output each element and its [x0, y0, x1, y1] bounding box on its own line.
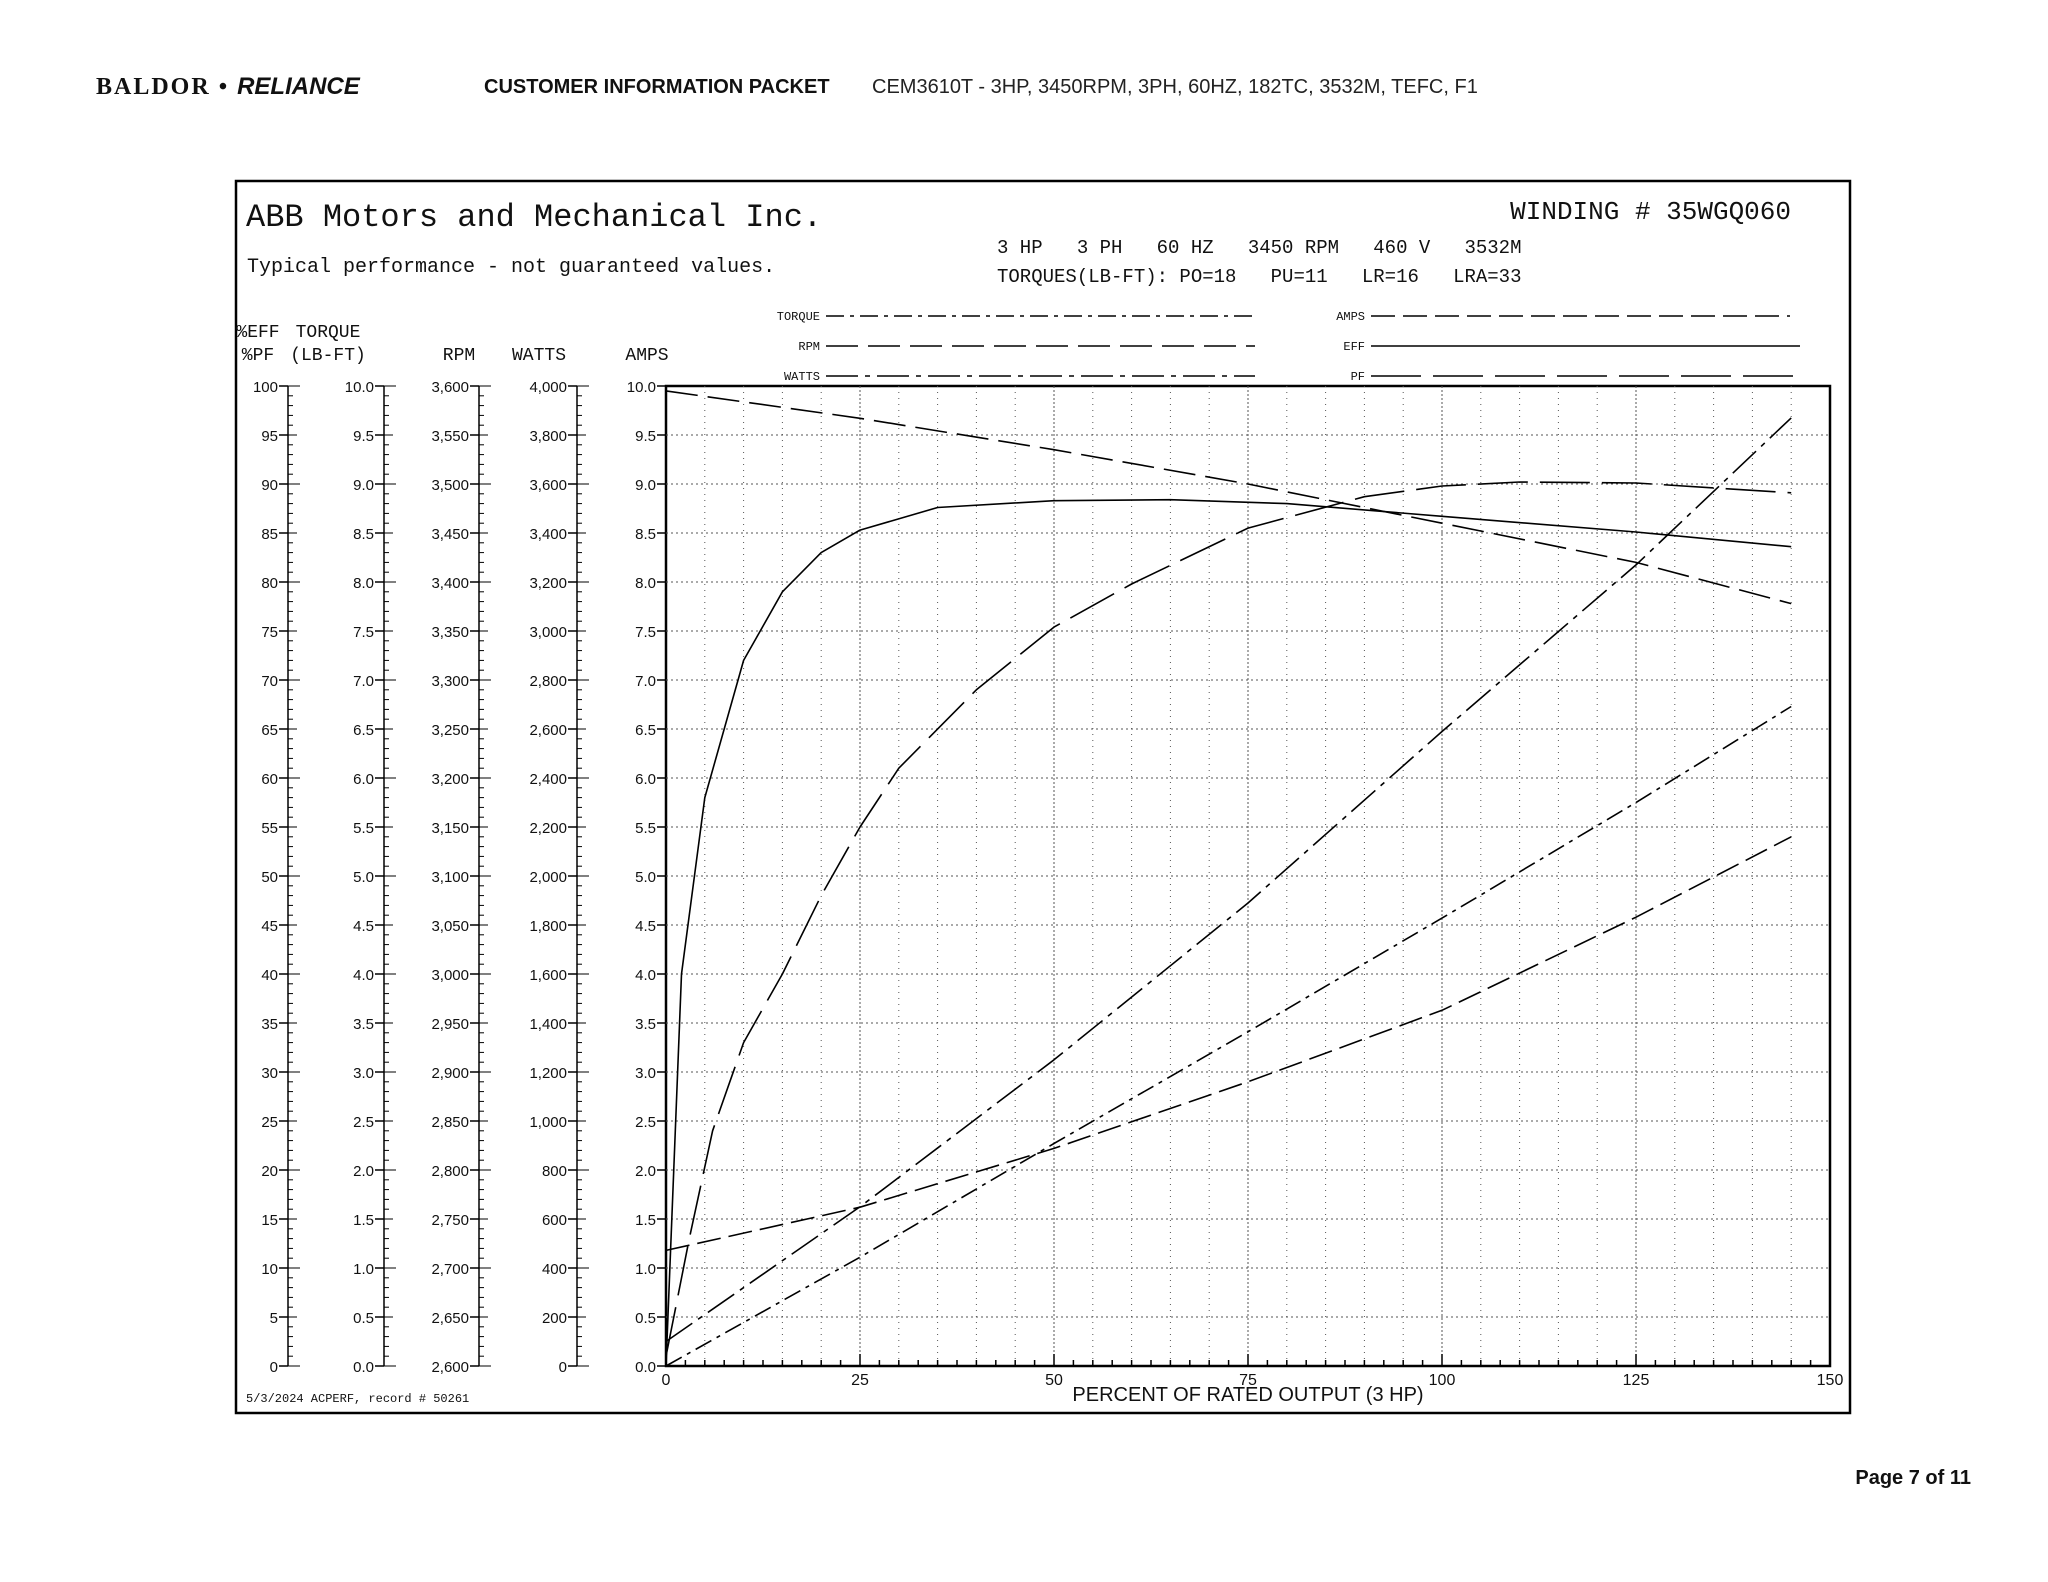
axis-tick-label: 6.5 — [635, 722, 656, 739]
axis-tick-label: 1,600 — [529, 967, 567, 984]
y-axis--lb-ft- — [290, 323, 396, 1376]
axis-tick-label: 3,600 — [529, 477, 567, 494]
legend-item-watts — [784, 370, 1255, 384]
axis-tick-label: 60 — [261, 771, 278, 788]
record-stamp: 5/3/2024 ACPERF, record # 50261 — [246, 1392, 470, 1406]
axis-tick-label: 95 — [261, 428, 278, 445]
axis-tick-label: 2,750 — [431, 1212, 469, 1229]
axis-tick-label: 2,700 — [431, 1261, 469, 1278]
axis-tick-label: 3,050 — [431, 918, 469, 935]
legend — [777, 310, 1800, 384]
x-tick-label: 150 — [1816, 1372, 1844, 1389]
axis-tick-label: 2.5 — [353, 1114, 374, 1131]
y-axis-watts — [512, 346, 589, 1376]
axis-tick-label: 2,950 — [431, 1016, 469, 1033]
axis-tick-label: 5.0 — [353, 869, 374, 886]
axis-tick-label: 5.5 — [353, 820, 374, 837]
legend-item-pf — [1351, 370, 1800, 384]
axis-tick-label: 30 — [261, 1065, 278, 1082]
packet-title: CUSTOMER INFORMATION PACKET — [484, 76, 830, 98]
axis-tick-label: 8.5 — [635, 526, 656, 543]
series-line-rpm — [666, 391, 1791, 604]
axis-tick-label: 4.5 — [353, 918, 374, 935]
axis-tick-label: 5.0 — [635, 869, 656, 886]
axis-tick-label: 10.0 — [344, 379, 374, 396]
axis-tick-label: 1,200 — [529, 1065, 567, 1082]
axis-tick-label: 4,000 — [529, 379, 567, 396]
model-description: CEM3610T - 3HP, 3450RPM, 3PH, 60HZ, 182TC, 3532M, TEFC, F1 — [872, 76, 1478, 98]
axis-tick-label: 0.0 — [353, 1359, 374, 1376]
series-line-watts — [666, 418, 1791, 1342]
legend-label: EFF — [1343, 340, 1365, 354]
axis-tick-label: 4.0 — [353, 967, 374, 984]
axis-tick-label: 9.0 — [635, 477, 656, 494]
x-axis-label: PERCENT OF RATED OUTPUT (3 HP) — [1072, 1384, 1424, 1406]
legend-label: WATTS — [783, 370, 820, 384]
axis-tick-label: 8.0 — [635, 575, 656, 592]
axis-tick-label: 15 — [261, 1212, 278, 1229]
axis-tick-label: 80 — [261, 575, 278, 592]
axis-tick-label: 3,400 — [529, 526, 567, 543]
axis-tick-label: 2,600 — [529, 722, 567, 739]
axis-tick-label: 4.0 — [635, 967, 656, 984]
axis-tick-label: 3.0 — [635, 1065, 656, 1082]
axis-tick-label: 0.5 — [635, 1310, 656, 1327]
legend-item-torque — [777, 310, 1255, 324]
y-axes — [236, 323, 668, 1376]
axis-tick-label: 3.5 — [635, 1016, 656, 1033]
axis-tick-label: 2,000 — [529, 869, 567, 886]
axis-tick-label: 2,900 — [431, 1065, 469, 1082]
axis-tick-label: 2.0 — [635, 1163, 656, 1180]
y-axis-rpm — [431, 346, 491, 1376]
torque-specs: TORQUES(LB-FT): PO=18 PU=11 LR=16 LRA=33 — [997, 266, 1522, 288]
axis-tick-label: 0.5 — [353, 1310, 374, 1327]
winding-number: WINDING # 35WGQ060 — [1510, 197, 1791, 227]
baldor-reliance-logo: BALDOR • RELIANCE — [96, 73, 360, 100]
axis-tick-label: 7.5 — [635, 624, 656, 641]
axis-tick-label: 7.0 — [353, 673, 374, 690]
axis-tick-label: 6.0 — [353, 771, 374, 788]
y-axis-amps — [625, 346, 668, 1376]
axis-tick-label: 2,400 — [529, 771, 567, 788]
axis-tick-label: 70 — [261, 673, 278, 690]
axis-tick-label: 1.0 — [635, 1261, 656, 1278]
axis-tick-label: 1.0 — [353, 1261, 374, 1278]
axis-tick-label: 3,350 — [431, 624, 469, 641]
axis-tick-label: 3,550 — [431, 428, 469, 445]
axis-tick-label: 2,650 — [431, 1310, 469, 1327]
axis-tick-label: 40 — [261, 967, 278, 984]
axis-tick-label: 100 — [252, 379, 278, 396]
legend-label: AMPS — [1336, 310, 1365, 324]
legend-item-amps — [1336, 310, 1790, 324]
axis-title: TORQUE — [295, 323, 361, 343]
axis-tick-label: 85 — [261, 526, 278, 543]
axis-tick-label: 10 — [261, 1261, 278, 1278]
chart-frame — [236, 181, 1850, 1413]
axis-tick-label: 0 — [269, 1359, 278, 1376]
axis-tick-label: 2.5 — [635, 1114, 656, 1131]
axis-tick-label: 0 — [558, 1359, 567, 1376]
axis-tick-label: 3,800 — [529, 428, 567, 445]
axis-tick-label: 3,100 — [431, 869, 469, 886]
axis-tick-label: 8.0 — [353, 575, 374, 592]
axis-title: (LB-FT) — [290, 346, 366, 366]
x-tick-label: 0 — [661, 1372, 671, 1389]
axis-tick-label: 2,800 — [431, 1163, 469, 1180]
motor-specs: 3 HP 3 PH 60 HZ 3450 RPM 460 V 3532M — [997, 237, 1522, 259]
series-line-torque — [666, 707, 1791, 1367]
axis-tick-label: 3,500 — [431, 477, 469, 494]
axis-title: WATTS — [511, 346, 567, 366]
axis-tick-label: 3,150 — [431, 820, 469, 837]
axis-tick-label: 2,600 — [431, 1359, 469, 1376]
axis-tick-label: 2,200 — [529, 820, 567, 837]
axis-tick-label: 200 — [541, 1310, 567, 1327]
x-tick-label: 75 — [1239, 1372, 1257, 1389]
y-axis--pf — [236, 323, 300, 1376]
axis-title: %PF — [241, 346, 275, 366]
x-tick-label: 125 — [1622, 1372, 1650, 1389]
axis-tick-label: 400 — [541, 1261, 567, 1278]
axis-tick-label: 10.0 — [626, 379, 656, 396]
axis-tick-label: 1.5 — [353, 1212, 374, 1229]
page-number: Page 7 of 11 — [1855, 1467, 1971, 1489]
axis-tick-label: 2,850 — [431, 1114, 469, 1131]
axis-tick-label: 7.5 — [353, 624, 374, 641]
axis-tick-label: 9.0 — [353, 477, 374, 494]
series-line-eff — [666, 500, 1791, 1366]
axis-tick-label: 3,450 — [431, 526, 469, 543]
grid — [666, 386, 1830, 1366]
legend-label: PF — [1350, 370, 1365, 384]
x-tick-label: 25 — [851, 1372, 869, 1389]
axis-tick-label: 1,000 — [529, 1114, 567, 1131]
axis-tick-label: 9.5 — [353, 428, 374, 445]
axis-title: AMPS — [625, 346, 669, 366]
axis-title: %EFF — [236, 323, 280, 343]
axis-tick-label: 3,600 — [431, 379, 469, 396]
axis-tick-label: 6.0 — [635, 771, 656, 788]
axis-tick-label: 3,400 — [431, 575, 469, 592]
axis-tick-label: 2,800 — [529, 673, 567, 690]
axis-tick-label: 1,800 — [529, 918, 567, 935]
axis-tick-label: 3,200 — [431, 771, 469, 788]
axis-title: RPM — [442, 346, 476, 366]
x-tick-label: 100 — [1428, 1372, 1456, 1389]
series-lines — [666, 391, 1791, 1366]
axis-tick-label: 7.0 — [635, 673, 656, 690]
axis-tick-label: 3.0 — [353, 1065, 374, 1082]
x-tick-label: 50 — [1045, 1372, 1063, 1389]
legend-item-eff — [1343, 340, 1800, 354]
axis-tick-label: 55 — [261, 820, 278, 837]
axis-tick-label: 0.0 — [635, 1359, 656, 1376]
axis-tick-label: 3,200 — [529, 575, 567, 592]
performance-note: Typical performance - not guaranteed values. — [247, 256, 776, 279]
axis-tick-label: 600 — [541, 1212, 567, 1229]
axis-tick-label: 65 — [261, 722, 278, 739]
axis-tick-label: 1.5 — [635, 1212, 656, 1229]
axis-tick-label: 20 — [261, 1163, 278, 1180]
axis-tick-label: 35 — [261, 1016, 278, 1033]
legend-label: TORQUE — [776, 310, 820, 324]
axis-tick-label: 5.5 — [635, 820, 656, 837]
legend-item-rpm — [798, 340, 1255, 354]
axis-tick-label: 5 — [269, 1310, 278, 1327]
axis-tick-label: 6.5 — [353, 722, 374, 739]
axis-tick-label: 3,000 — [431, 967, 469, 984]
company-name: ABB Motors and Mechanical Inc. — [246, 199, 823, 236]
axis-tick-label: 3,300 — [431, 673, 469, 690]
axis-tick-label: 800 — [541, 1163, 567, 1180]
axis-tick-label: 4.5 — [635, 918, 656, 935]
axis-tick-label: 1,400 — [529, 1016, 567, 1033]
axis-tick-label: 90 — [261, 477, 278, 494]
axis-tick-label: 8.5 — [353, 526, 374, 543]
axis-tick-label: 75 — [261, 624, 278, 641]
axis-tick-label: 3.5 — [353, 1016, 374, 1033]
axis-tick-label: 9.5 — [635, 428, 656, 445]
axis-tick-label: 3,250 — [431, 722, 469, 739]
axis-tick-label: 25 — [261, 1114, 278, 1131]
axis-tick-label: 2.0 — [353, 1163, 374, 1180]
legend-label: RPM — [798, 340, 820, 354]
axis-tick-label: 45 — [261, 918, 278, 935]
axis-tick-label: 50 — [261, 869, 278, 886]
axis-tick-label: 3,000 — [529, 624, 567, 641]
